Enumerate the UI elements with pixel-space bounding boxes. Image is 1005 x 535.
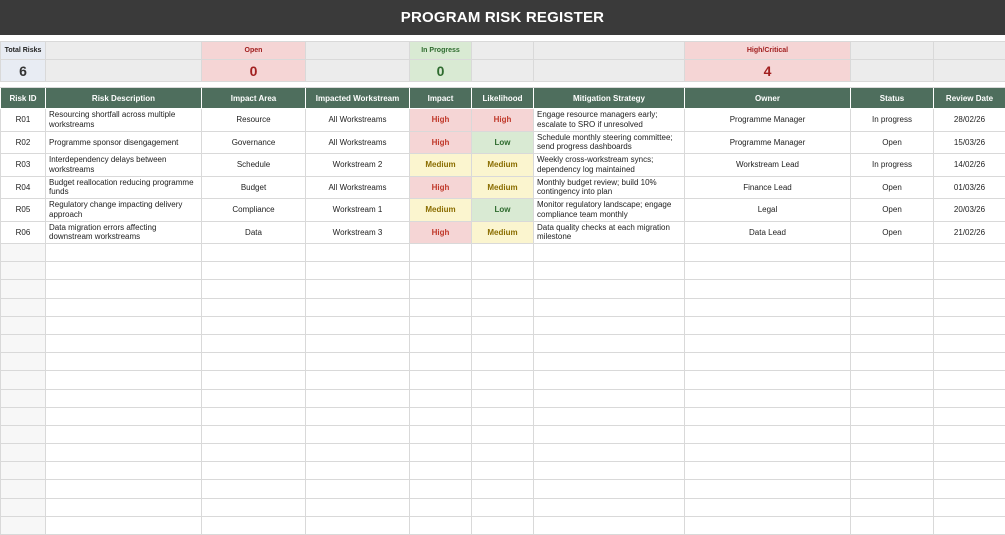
empty-cell[interactable] xyxy=(1,516,46,534)
empty-cell[interactable] xyxy=(534,353,685,371)
column-header-row xyxy=(1,88,1005,109)
empty-cell[interactable] xyxy=(472,498,534,516)
impacted-workstream-cell[interactable]: All Workstreams xyxy=(306,176,410,199)
likelihood-cell[interactable]: Medium xyxy=(472,154,534,177)
empty-cell[interactable] xyxy=(934,516,1005,534)
likelihood-cell[interactable]: Low xyxy=(472,199,534,222)
owner-cell[interactable]: Programme Manager xyxy=(685,109,851,132)
empty-cell[interactable] xyxy=(1,462,46,480)
status-cell[interactable]: Open xyxy=(851,176,934,199)
empty-cell[interactable] xyxy=(472,280,534,298)
empty-cell[interactable] xyxy=(410,480,472,498)
review-date-cell[interactable]: 15/03/26 xyxy=(934,131,1005,154)
risk-description-cell[interactable]: Budget reallocation reducing programme funds xyxy=(46,176,202,199)
status-cell[interactable]: Open xyxy=(851,199,934,222)
risk-description-cell[interactable]: Programme sponsor disengagement xyxy=(46,131,202,154)
empty-row xyxy=(1,480,1005,498)
empty-cell[interactable] xyxy=(46,334,202,352)
empty-cell[interactable] xyxy=(410,298,472,316)
impact-cell[interactable]: High xyxy=(410,131,472,154)
empty-cell[interactable] xyxy=(685,498,851,516)
empty-cell[interactable] xyxy=(534,298,685,316)
empty-cell[interactable] xyxy=(202,353,306,371)
empty-cell[interactable] xyxy=(851,498,934,516)
empty-row xyxy=(1,298,1005,316)
empty-cell[interactable] xyxy=(851,371,934,389)
empty-cell[interactable] xyxy=(46,262,202,280)
summary-cell[interactable] xyxy=(46,42,202,60)
empty-cell[interactable] xyxy=(534,280,685,298)
empty-cell[interactable] xyxy=(472,262,534,280)
risk-id-cell[interactable]: R01 xyxy=(1,109,46,132)
empty-cell[interactable] xyxy=(934,371,1005,389)
summary-cell[interactable] xyxy=(306,42,410,60)
empty-cell[interactable] xyxy=(472,516,534,534)
empty-cell[interactable] xyxy=(934,498,1005,516)
empty-cell[interactable] xyxy=(1,244,46,262)
status-cell[interactable]: In progress xyxy=(851,109,934,132)
empty-cell[interactable] xyxy=(685,334,851,352)
empty-cell[interactable] xyxy=(306,316,410,334)
empty-cell[interactable] xyxy=(472,353,534,371)
empty-cell[interactable] xyxy=(851,462,934,480)
column-header-impact[interactable]: Impact xyxy=(410,88,472,109)
empty-cell[interactable] xyxy=(202,462,306,480)
empty-cell[interactable] xyxy=(934,353,1005,371)
empty-cell[interactable] xyxy=(306,334,410,352)
column-header-mitigation-strategy[interactable]: Mitigation Strategy xyxy=(534,88,685,109)
empty-cell[interactable] xyxy=(46,425,202,443)
empty-cell[interactable] xyxy=(1,371,46,389)
review-date-cell[interactable]: 01/03/26 xyxy=(934,176,1005,199)
empty-cell[interactable] xyxy=(534,498,685,516)
impact-area-cell[interactable]: Data xyxy=(202,221,306,244)
empty-row xyxy=(1,498,1005,516)
summary-progress-value[interactable]: 0 xyxy=(410,60,472,82)
likelihood-cell[interactable]: Low xyxy=(472,131,534,154)
empty-cell[interactable] xyxy=(534,516,685,534)
impact-area-cell[interactable]: Budget xyxy=(202,176,306,199)
empty-cell[interactable] xyxy=(934,462,1005,480)
empty-cell[interactable] xyxy=(46,480,202,498)
table-row xyxy=(1,131,1005,154)
empty-cell[interactable] xyxy=(534,371,685,389)
summary-cell[interactable] xyxy=(472,60,534,82)
summary-cell[interactable] xyxy=(306,60,410,82)
impact-cell[interactable]: High xyxy=(410,109,472,132)
column-header-likelihood[interactable]: Likelihood xyxy=(472,88,534,109)
column-header-owner[interactable]: Owner xyxy=(685,88,851,109)
empty-cell[interactable] xyxy=(851,280,934,298)
impact-cell[interactable]: Medium xyxy=(410,199,472,222)
empty-cell[interactable] xyxy=(472,316,534,334)
table-row xyxy=(1,154,1005,177)
empty-cell[interactable] xyxy=(685,480,851,498)
empty-cell[interactable] xyxy=(306,298,410,316)
empty-cell[interactable] xyxy=(685,389,851,407)
empty-cell[interactable] xyxy=(685,516,851,534)
empty-cell[interactable] xyxy=(1,480,46,498)
empty-cell[interactable] xyxy=(851,407,934,425)
risk-id-cell[interactable]: R04 xyxy=(1,176,46,199)
empty-row xyxy=(1,371,1005,389)
empty-cell[interactable] xyxy=(1,316,46,334)
empty-cell[interactable] xyxy=(202,425,306,443)
review-date-cell[interactable]: 20/03/26 xyxy=(934,199,1005,222)
risk-register-sheet xyxy=(0,41,1005,535)
empty-cell[interactable] xyxy=(851,389,934,407)
empty-cell[interactable] xyxy=(534,316,685,334)
empty-cell[interactable] xyxy=(934,280,1005,298)
empty-cell[interactable] xyxy=(202,298,306,316)
empty-cell[interactable] xyxy=(306,280,410,298)
impacted-workstream-cell[interactable]: Workstream 2 xyxy=(306,154,410,177)
empty-cell[interactable] xyxy=(46,498,202,516)
empty-cell[interactable] xyxy=(410,262,472,280)
empty-cell[interactable] xyxy=(851,298,934,316)
empty-cell[interactable] xyxy=(202,334,306,352)
empty-cell[interactable] xyxy=(534,462,685,480)
empty-cell[interactable] xyxy=(1,298,46,316)
empty-cell[interactable] xyxy=(934,262,1005,280)
empty-cell[interactable] xyxy=(534,407,685,425)
empty-cell[interactable] xyxy=(46,444,202,462)
empty-cell[interactable] xyxy=(472,244,534,262)
mitigation-strategy-cell[interactable]: Data quality checks at each migration milestone xyxy=(534,221,685,244)
empty-cell[interactable] xyxy=(934,444,1005,462)
empty-cell[interactable] xyxy=(46,407,202,425)
empty-cell[interactable] xyxy=(202,262,306,280)
empty-row xyxy=(1,389,1005,407)
summary-cell[interactable] xyxy=(934,60,1005,82)
empty-cell[interactable] xyxy=(472,462,534,480)
status-cell[interactable]: Open xyxy=(851,131,934,154)
empty-cell[interactable] xyxy=(1,407,46,425)
empty-cell[interactable] xyxy=(685,371,851,389)
empty-cell[interactable] xyxy=(685,407,851,425)
column-header-risk-id[interactable]: Risk ID xyxy=(1,88,46,109)
empty-cell[interactable] xyxy=(534,444,685,462)
empty-cell[interactable] xyxy=(46,280,202,298)
empty-cell[interactable] xyxy=(934,480,1005,498)
empty-cell[interactable] xyxy=(202,316,306,334)
empty-cell[interactable] xyxy=(472,444,534,462)
empty-cell[interactable] xyxy=(46,462,202,480)
empty-cell[interactable] xyxy=(410,498,472,516)
empty-cell[interactable] xyxy=(1,280,46,298)
empty-cell[interactable] xyxy=(472,389,534,407)
impact-area-cell[interactable]: Resource xyxy=(202,109,306,132)
empty-cell[interactable] xyxy=(46,371,202,389)
empty-cell[interactable] xyxy=(306,425,410,443)
empty-cell[interactable] xyxy=(934,407,1005,425)
empty-cell[interactable] xyxy=(472,371,534,389)
empty-cell[interactable] xyxy=(472,407,534,425)
owner-cell[interactable]: Data Lead xyxy=(685,221,851,244)
empty-cell[interactable] xyxy=(934,425,1005,443)
empty-cell[interactable] xyxy=(306,353,410,371)
impacted-workstream-cell[interactable]: All Workstreams xyxy=(306,109,410,132)
empty-cell[interactable] xyxy=(534,334,685,352)
summary-cell[interactable] xyxy=(534,60,685,82)
summary-total-value[interactable]: 6 xyxy=(1,60,46,82)
impact-area-cell[interactable]: Schedule xyxy=(202,154,306,177)
empty-cell[interactable] xyxy=(1,262,46,280)
empty-cell[interactable] xyxy=(1,389,46,407)
empty-cell[interactable] xyxy=(202,498,306,516)
empty-cell[interactable] xyxy=(685,280,851,298)
summary-high-value[interactable]: 4 xyxy=(685,60,851,82)
impact-cell[interactable]: High xyxy=(410,176,472,199)
empty-cell[interactable] xyxy=(685,462,851,480)
empty-cell[interactable] xyxy=(306,389,410,407)
empty-cell[interactable] xyxy=(410,425,472,443)
empty-row xyxy=(1,425,1005,443)
likelihood-cell[interactable]: Medium xyxy=(472,176,534,199)
empty-cell[interactable] xyxy=(46,298,202,316)
empty-cell[interactable] xyxy=(472,480,534,498)
risk-description-cell[interactable]: Regulatory change impacting delivery approach xyxy=(46,199,202,222)
empty-cell[interactable] xyxy=(685,244,851,262)
owner-cell[interactable]: Programme Manager xyxy=(685,131,851,154)
empty-cell[interactable] xyxy=(534,480,685,498)
summary-value-row xyxy=(1,60,1005,82)
empty-cell[interactable] xyxy=(534,425,685,443)
empty-cell[interactable] xyxy=(46,244,202,262)
empty-cell[interactable] xyxy=(410,516,472,534)
empty-cell[interactable] xyxy=(851,516,934,534)
risk-id-cell[interactable]: R03 xyxy=(1,154,46,177)
empty-cell[interactable] xyxy=(46,389,202,407)
mitigation-strategy-cell[interactable]: Engage resource managers early; escalate to SRO if unresolved xyxy=(534,109,685,132)
empty-cell[interactable] xyxy=(851,425,934,443)
empty-cell[interactable] xyxy=(410,407,472,425)
summary-cell[interactable] xyxy=(851,60,934,82)
empty-cell[interactable] xyxy=(306,516,410,534)
empty-row xyxy=(1,516,1005,534)
status-cell[interactable]: In progress xyxy=(851,154,934,177)
empty-cell[interactable] xyxy=(1,353,46,371)
empty-cell[interactable] xyxy=(410,371,472,389)
empty-cell[interactable] xyxy=(472,334,534,352)
page-title: PROGRAM RISK REGISTER xyxy=(0,0,1005,35)
risk-description-cell[interactable]: Interdependency delays between workstreams xyxy=(46,154,202,177)
impact-cell[interactable]: High xyxy=(410,221,472,244)
risk-id-cell[interactable]: R06 xyxy=(1,221,46,244)
table-row xyxy=(1,176,1005,199)
empty-cell[interactable] xyxy=(202,480,306,498)
empty-cell[interactable] xyxy=(934,244,1005,262)
empty-cell[interactable] xyxy=(1,444,46,462)
likelihood-cell[interactable]: High xyxy=(472,109,534,132)
empty-cell[interactable] xyxy=(685,262,851,280)
empty-cell[interactable] xyxy=(202,244,306,262)
summary-label-row xyxy=(1,42,1005,60)
impact-cell[interactable]: Medium xyxy=(410,154,472,177)
owner-cell[interactable]: Workstream Lead xyxy=(685,154,851,177)
empty-cell[interactable] xyxy=(851,444,934,462)
risk-id-cell[interactable]: R05 xyxy=(1,199,46,222)
empty-cell[interactable] xyxy=(1,498,46,516)
empty-cell[interactable] xyxy=(202,371,306,389)
empty-cell[interactable] xyxy=(202,280,306,298)
impacted-workstream-cell[interactable]: All Workstreams xyxy=(306,131,410,154)
column-header-impact-area[interactable]: Impact Area xyxy=(202,88,306,109)
risk-id-cell[interactable]: R02 xyxy=(1,131,46,154)
summary-total-label[interactable]: Total Risks xyxy=(1,42,46,60)
empty-row xyxy=(1,262,1005,280)
column-header-risk-description[interactable]: Risk Description xyxy=(46,88,202,109)
empty-cell[interactable] xyxy=(1,425,46,443)
empty-cell[interactable] xyxy=(410,244,472,262)
empty-cell[interactable] xyxy=(306,262,410,280)
empty-cell[interactable] xyxy=(851,353,934,371)
empty-cell[interactable] xyxy=(1,334,46,352)
empty-row xyxy=(1,334,1005,352)
summary-open-value[interactable]: 0 xyxy=(202,60,306,82)
empty-cell[interactable] xyxy=(934,316,1005,334)
empty-cell[interactable] xyxy=(202,516,306,534)
empty-cell[interactable] xyxy=(472,298,534,316)
empty-cell[interactable] xyxy=(410,353,472,371)
mitigation-strategy-cell[interactable]: Monthly budget review; build 10% contingency into plan xyxy=(534,176,685,199)
empty-cell[interactable] xyxy=(851,262,934,280)
owner-cell[interactable]: Finance Lead xyxy=(685,176,851,199)
mitigation-strategy-cell[interactable]: Schedule monthly steering committee; send progress dashboards xyxy=(534,131,685,154)
summary-cell[interactable] xyxy=(934,42,1005,60)
empty-row xyxy=(1,462,1005,480)
risk-description-cell[interactable]: Resourcing shortfall across multiple workstreams xyxy=(46,109,202,132)
empty-cell[interactable] xyxy=(934,298,1005,316)
empty-cell[interactable] xyxy=(306,407,410,425)
empty-cell[interactable] xyxy=(410,462,472,480)
empty-cell[interactable] xyxy=(934,334,1005,352)
empty-cell[interactable] xyxy=(306,480,410,498)
column-header-impacted-workstream[interactable]: Impacted Workstream xyxy=(306,88,410,109)
empty-cell[interactable] xyxy=(46,353,202,371)
empty-cell[interactable] xyxy=(685,425,851,443)
empty-cell[interactable] xyxy=(685,316,851,334)
empty-cell[interactable] xyxy=(472,425,534,443)
empty-cell[interactable] xyxy=(306,498,410,516)
empty-cell[interactable] xyxy=(202,389,306,407)
table-row xyxy=(1,109,1005,132)
empty-cell[interactable] xyxy=(306,444,410,462)
empty-cell[interactable] xyxy=(306,371,410,389)
empty-cell[interactable] xyxy=(685,444,851,462)
impacted-workstream-cell[interactable]: Workstream 1 xyxy=(306,199,410,222)
empty-cell[interactable] xyxy=(46,316,202,334)
empty-cell[interactable] xyxy=(202,444,306,462)
impacted-workstream-cell[interactable]: Workstream 3 xyxy=(306,221,410,244)
impact-area-cell[interactable]: Compliance xyxy=(202,199,306,222)
empty-cell[interactable] xyxy=(534,244,685,262)
empty-row xyxy=(1,316,1005,334)
empty-cell[interactable] xyxy=(851,334,934,352)
empty-row xyxy=(1,280,1005,298)
summary-high-label[interactable]: High/Critical xyxy=(685,42,851,60)
empty-row xyxy=(1,244,1005,262)
empty-cell[interactable] xyxy=(851,316,934,334)
review-date-cell[interactable]: 21/02/26 xyxy=(934,221,1005,244)
empty-cell[interactable] xyxy=(410,334,472,352)
summary-progress-label[interactable]: In Progress xyxy=(410,42,472,60)
table-row xyxy=(1,199,1005,222)
empty-cell[interactable] xyxy=(685,298,851,316)
empty-cell[interactable] xyxy=(202,407,306,425)
likelihood-cell[interactable]: Medium xyxy=(472,221,534,244)
review-date-cell[interactable]: 14/02/26 xyxy=(934,154,1005,177)
impact-area-cell[interactable]: Governance xyxy=(202,131,306,154)
mitigation-strategy-cell[interactable]: Weekly cross-workstream syncs; dependency log maintained xyxy=(534,154,685,177)
table-row xyxy=(1,221,1005,244)
empty-cell[interactable] xyxy=(934,389,1005,407)
risk-description-cell[interactable]: Data migration errors affecting downstream workstreams xyxy=(46,221,202,244)
summary-cell[interactable] xyxy=(534,42,685,60)
empty-cell[interactable] xyxy=(851,480,934,498)
empty-cell[interactable] xyxy=(46,516,202,534)
empty-cell[interactable] xyxy=(851,244,934,262)
empty-row xyxy=(1,444,1005,462)
column-header-review-date[interactable]: Review Date xyxy=(934,88,1005,109)
empty-cell[interactable] xyxy=(534,389,685,407)
summary-cell[interactable] xyxy=(46,60,202,82)
summary-cell[interactable] xyxy=(851,42,934,60)
empty-cell[interactable] xyxy=(410,444,472,462)
status-cell[interactable]: Open xyxy=(851,221,934,244)
summary-open-label[interactable]: Open xyxy=(202,42,306,60)
empty-row xyxy=(1,353,1005,371)
empty-row xyxy=(1,407,1005,425)
column-header-status[interactable]: Status xyxy=(851,88,934,109)
empty-cell[interactable] xyxy=(306,244,410,262)
empty-cell[interactable] xyxy=(534,262,685,280)
empty-cell[interactable] xyxy=(410,389,472,407)
owner-cell[interactable]: Legal xyxy=(685,199,851,222)
empty-cell[interactable] xyxy=(306,462,410,480)
empty-cell[interactable] xyxy=(410,280,472,298)
summary-cell[interactable] xyxy=(472,42,534,60)
empty-cell[interactable] xyxy=(410,316,472,334)
empty-cell[interactable] xyxy=(685,353,851,371)
mitigation-strategy-cell[interactable]: Monitor regulatory landscape; engage compliance team monthly xyxy=(534,199,685,222)
review-date-cell[interactable]: 28/02/26 xyxy=(934,109,1005,132)
